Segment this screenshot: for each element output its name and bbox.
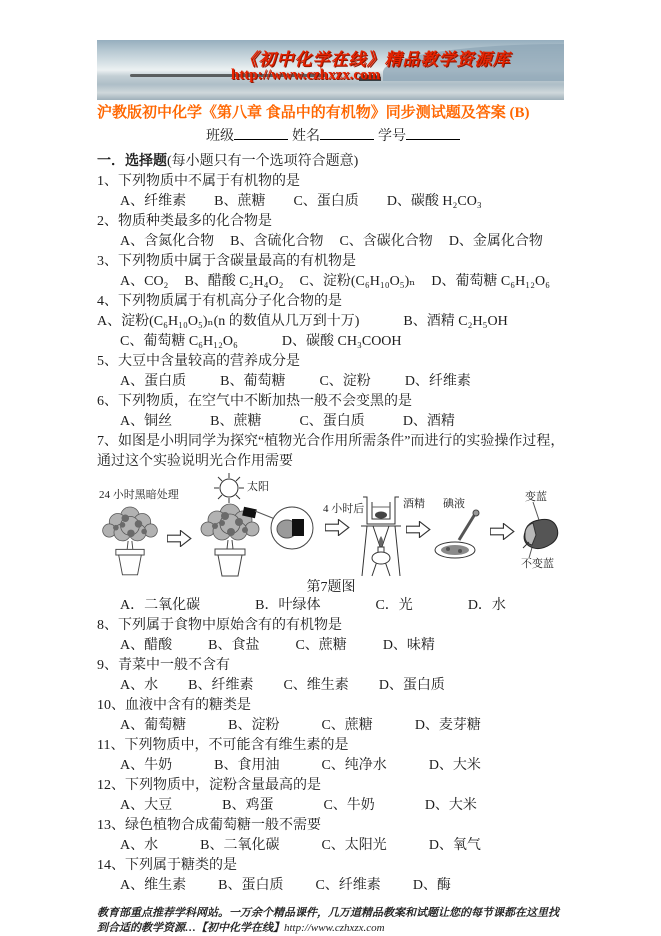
answer-option: C、纯净水: [321, 758, 387, 773]
answer-option: B、葡萄糖: [220, 374, 286, 389]
answer-option: A、含氮化合物: [120, 234, 215, 249]
options-row: [97, 676, 565, 696]
question-stem: 2、物质种类最多的化合物是: [97, 214, 272, 229]
answer-option: B、鸡蛋: [222, 798, 274, 813]
right-arrow-icon: [167, 530, 192, 547]
options-row: [97, 636, 565, 656]
answer-option: A、铜丝: [120, 414, 173, 429]
answer-option: C、纤维素: [315, 878, 381, 893]
answer-option: A、大豆: [120, 798, 173, 813]
answer-option: C、葡萄糖 C₆H₁₂O₆: [120, 334, 238, 349]
answer-option: C、含碳化合物: [339, 234, 433, 249]
options-row: [97, 232, 565, 252]
answer-option: C、蔗糖: [295, 638, 347, 653]
question-stem: 13、绿色植物合成葡萄糖一般不需要: [97, 818, 321, 833]
answer-option: C、蔗糖: [321, 718, 373, 733]
answer-option: A．二氧化碳: [120, 598, 201, 613]
banner-site-name: 《初中化学在线》精品教学资源库: [240, 50, 511, 69]
answer-option: A、淀粉(C₆H₁₀O₅)ₙ(n 的数值从几万到十万): [97, 314, 360, 329]
field-label: 班级: [206, 129, 234, 144]
options-row: [97, 756, 565, 776]
question-stem: 7、如图是小明同学为探究“植物光合作用所需条件”而进行的实验操作过程，通过这个实验说明光合作用需要: [97, 434, 565, 469]
turns-blue-label: 变蓝: [525, 491, 547, 503]
question-stem: 8、下列属于食物中原始含有的有机物是: [97, 618, 342, 633]
section-heading: [97, 152, 565, 172]
options-row: [97, 596, 565, 616]
options-row: [97, 716, 565, 736]
field-blank: [234, 126, 288, 140]
iodine-label: 碘液: [443, 498, 465, 510]
plant-before-icon: [97, 502, 163, 576]
answer-option: D．水: [467, 598, 506, 613]
answer-option: B、食盐: [208, 638, 260, 653]
magnifier-circle-icon: [269, 505, 315, 551]
answer-option: B、酒精 C₂H₅OH: [403, 314, 508, 329]
footer-url: http://www.czhxzx.com: [284, 922, 385, 934]
answer-option: D、麦芽糖: [414, 718, 481, 733]
options-row: [97, 372, 565, 392]
options-row: [97, 272, 565, 292]
options-row: [97, 876, 565, 896]
answer-option: B、二氧化碳: [200, 838, 280, 853]
section-heading-note: (每小题只有一个选项符合题意): [167, 154, 359, 169]
document-title: 沪教版初中化学《第八章 食品中的有机物》同步测试题及答案 (B): [97, 105, 530, 121]
options-row: [97, 312, 565, 332]
question-stem: 3、下列物质中属于含碳量最高的有机物是: [97, 254, 356, 269]
question-stem: 9、青菜中一般不含有: [97, 658, 230, 673]
footer-text: 教育部重点推荐学科网站。一万余个精品课件，几万道精品教案和试题让您的每节课都在这里找到合适的教学资源…【初中化学在线】: [97, 907, 559, 934]
answer-option: B、纤维素: [188, 678, 254, 693]
question-stem: 4、下列物质属于有机高分子化合物的是: [97, 294, 342, 309]
dish-dropper-icon: [433, 510, 485, 564]
sun-label: 太阳: [247, 481, 269, 493]
field-blank: [406, 126, 460, 140]
question-stem: 12、下列物质中，淀粉含量最高的是: [97, 778, 321, 793]
options-row: [97, 332, 565, 352]
answer-option: C、牛奶: [323, 798, 375, 813]
right-arrow-icon: [325, 519, 350, 536]
not-blue-label: 不变蓝: [521, 558, 554, 570]
water-bath-icon: [360, 484, 402, 578]
answer-option: D、味精: [382, 638, 435, 653]
question-stem: 10、血液中含有的糖类是: [97, 698, 251, 713]
answer-option: D、碳酸 CH₃COOH: [281, 334, 402, 349]
figure-caption: 第7题图: [306, 580, 356, 595]
answer-option: C、维生素: [283, 678, 349, 693]
answer-option: C、蛋白质: [293, 194, 359, 209]
answer-option: C、太阳光: [321, 838, 387, 853]
answer-option: B、食用油: [214, 758, 280, 773]
answer-option: C、淀粉(C₆H₁₀O₅)ₙ: [299, 274, 416, 289]
q7-experiment-figure: [97, 472, 565, 596]
footer-note: [97, 906, 565, 936]
answer-option: D、酒精: [402, 414, 455, 429]
answer-option: D、纤维素: [404, 374, 471, 389]
section-heading-bold: 一．选择题: [97, 154, 167, 169]
answer-option: D、酶: [412, 878, 451, 893]
answer-option: D、大米: [424, 798, 477, 813]
answer-option: B、蔗糖: [210, 414, 262, 429]
answer-option: C．光: [375, 598, 413, 613]
answer-option: D、金属化合物: [448, 234, 543, 249]
field-label: 学号: [378, 129, 406, 144]
answer-option: A、水: [120, 838, 159, 853]
banner-image: [97, 40, 564, 100]
options-row: [97, 796, 565, 816]
questions: [97, 172, 565, 896]
question-stem: 5、大豆中含量较高的营养成分是: [97, 354, 300, 369]
answer-option: B．叶绿体: [255, 598, 321, 613]
answer-option: B、蛋白质: [218, 878, 284, 893]
answer-option: C、淀粉: [319, 374, 371, 389]
question-stem: 11、下列物质中，不可能含有维生素的是: [97, 738, 349, 753]
options-row: [97, 412, 565, 432]
answer-option: D、氧气: [428, 838, 481, 853]
answer-option: A、水: [120, 678, 159, 693]
dark-treatment-label: 24 小时黑暗处理: [99, 489, 179, 501]
right-arrow-icon: [406, 521, 431, 538]
options-row: [97, 192, 565, 212]
banner-site-url: http://www.czhxzx.com: [230, 67, 381, 83]
question-stem: 6、下列物质，在空气中不断加热一般不会变黑的是: [97, 394, 412, 409]
after-4h-label: 4 小时后: [323, 503, 365, 515]
answer-option: A、牛奶: [120, 758, 173, 773]
answer-option: A、醋酸: [120, 638, 173, 653]
answer-option: D、葡萄糖 C₆H₁₂O₆: [431, 274, 551, 289]
options-row: [97, 836, 565, 856]
answer-option: B、淀粉: [228, 718, 280, 733]
answer-option: B、醋酸 C₂H₄O₂: [184, 274, 284, 289]
answer-option: A、纤维素: [120, 194, 187, 209]
right-arrow-icon: [490, 523, 515, 540]
answer-option: A、蛋白质: [120, 374, 187, 389]
answer-option: A、CO₂: [120, 274, 169, 289]
answer-option: A、维生素: [120, 878, 187, 893]
answer-option: D、大米: [428, 758, 481, 773]
answer-option: C、蛋白质: [299, 414, 365, 429]
answer-option: B、蔗糖: [214, 194, 266, 209]
field-label: 姓名: [292, 129, 320, 144]
alcohol-label: 酒精: [403, 498, 425, 510]
answer-option: D、蛋白质: [378, 678, 445, 693]
field-blank: [320, 126, 374, 140]
question-stem: 1、下列物质中不属于有机物的是: [97, 174, 300, 189]
result-leaf-icon: [517, 512, 561, 554]
question-stem: 14、下列属于糖类的是: [97, 858, 237, 873]
answer-option: B、含硫化合物: [230, 234, 324, 249]
answer-option: A、葡萄糖: [120, 718, 187, 733]
answer-option: D、碳酸 H₂CO₃: [386, 194, 482, 209]
student-fields: [97, 126, 565, 147]
